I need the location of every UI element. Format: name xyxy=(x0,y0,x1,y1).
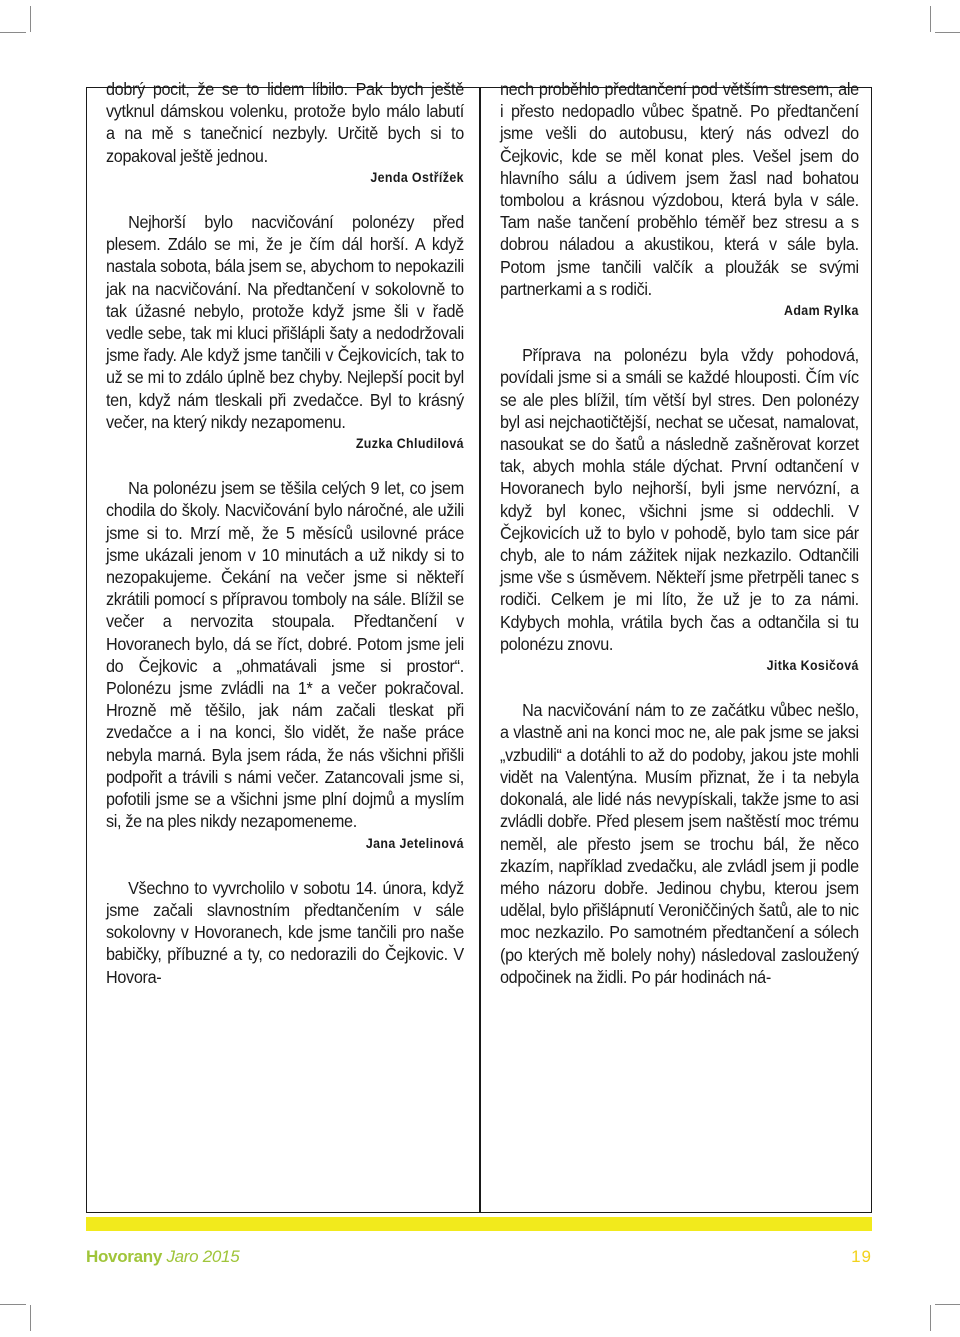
crop-mark xyxy=(930,6,931,32)
author-signature: Zuzka Chludilová xyxy=(355,436,464,452)
paragraph: Všechno to vyvrcholilo v sobotu 14. února, když jsme začali slavnostním předtančením v sále sokolovny v Hovoranech, kde jsme tančili pro naše babičky, příbuzné a ty, co nedorazili do Čejkovic. V Hovora- xyxy=(106,877,464,987)
footer-brand-name: Hovorany xyxy=(86,1247,163,1266)
footer-brand xyxy=(86,1247,239,1267)
paragraph: dobrý pocit, že se to lidem líbilo. Pak bych ještě vytknul dámskou volenku, protože bylo málo labutí a na mě s tanečnicí nezbyly. Určitě bych si to zopakoval ještě jednou. xyxy=(106,79,464,166)
crop-mark xyxy=(0,32,26,33)
footer-bar xyxy=(86,1217,872,1231)
right-column xyxy=(500,78,859,988)
author-signature: Jenda Ostřížek xyxy=(370,169,464,185)
crop-mark xyxy=(0,1304,26,1305)
author-signature: Adam Rylka xyxy=(784,303,859,319)
author-signature: Jana Jetelinová xyxy=(365,835,464,851)
column-divider xyxy=(479,87,481,1213)
paragraph: nech proběhlo předtančení pod větším stresem, ale i přesto nedopadlo vůbec špatně. Po předtančení jsme vešli do autobusu, který nás odvezl do Čejkovic, kde se měl konat ples. Vešel jsem do hlavního sálu a údivem jsem žasl nad bohatou tombolou a krásnou výzdobou, která byla v sále. Tam naše tančení proběhlo téměř bez stresu a s dobrou náladou a akustikou, která v sále byla. Potom jsme tančili valčík a ploužák se svými partnerkami a s rodiči. xyxy=(500,79,859,299)
crop-mark xyxy=(935,32,960,33)
crop-mark xyxy=(30,1305,31,1331)
author-signature: Jitka Kosičová xyxy=(766,658,859,674)
crop-mark xyxy=(30,6,31,32)
crop-mark xyxy=(930,1305,931,1331)
paragraph: Nejhorší bylo nacvičování polonézy před plesem. Zdálo se mi, že je čím dál horší. A když nastala sobota, bála jsem se, abychom to nepokazili jak na nacvičování. Na předtančení v sokolovně to tak úžasné nebylo, protože když jsme šli v řadě vedle sebe, tak mi kluci přišlápli šaty a nedodržovali jsme řady. Ale když jsme tančili v Čejkovicích, tak to už se mi to zdálo úplně bez chyby. Nejlepší pocit byl ten, když nám tleskali při zvedačce. Byl to krásný večer, na který nikdy nezapomenu. xyxy=(106,212,464,432)
crop-mark xyxy=(935,1304,960,1305)
footer-season: Jaro 2015 xyxy=(166,1247,240,1266)
left-column xyxy=(106,78,464,988)
paragraph: Na polonézu jsem se těšila celých 9 let, co jsem chodila do školy. Nacvičování bylo náročné, ale užili jsme si to. Mrzí mě, že 5 měsíců usilovné práce jsme ukázali jenom v 10 minutách a už nikdy si to nezopakujeme. Čekání na večer jsme si někteří zkrátili pomocí s přípravou tomboly na sále. Blížil se večer a nervozita stoupala. Předtančení v Hovoranech bylo, dá se říct, dobré. Potom jsme jeli do Čejkovic a „ohmatávali jsme si prostor“. Polonézu jsme zvládli na 1* a večer pokračoval. Hrozně mě těšilo, jak nám začali tleskat při zvedačce a i na konci, šlo vidět, že naše práce nebyla marná. Byla jsem ráda, že nás všichni přišli podpořit a trávili s námi večer. Zatancovali jsme si, pofotili jsme se a všichni jsme plní dojmů a myslím si, že na ples nikdy nezapomeneme. xyxy=(106,478,464,832)
paragraph: Příprava na polonézu byla vždy pohodová, povídali jsme si a smáli se každé hlouposti. Čím víc se ale ples blížil, tím větší byl stres. Den polonézy byl asi nejchaotičtější, nechat se učesat, namalovat, nasoukat se do šatů a následně zašněrovat korzet tak, abych mohla stále dýchat. První odtančení v Hovoranech bylo nejhorší, byli jsme nervózní, a když byl konec, všichni jsme si oddechli. V Čejkovicích už to bylo v pohodě, bylo tam sice pár chyb, ale to nám zážitek nijak nezkazilo. Odtančili jsme vše s úsměvem. Někteří jsme přetrpěli tanec s rodiči. Celkem je mi líto, že už je to za námi. Kdybych mohla, vrátila bych čas a odtančila si tu polonézu znovu. xyxy=(500,345,859,654)
page-number: 19 xyxy=(851,1247,872,1266)
paragraph: Na nacvičování nám to ze začátku vůbec nešlo, a vlastně ani na konci moc ne, ale pak jsme se jaksi „vzbudili“ a dotáhli to až do podoby, jakou jste mohli vidět na Valentýna. Musím přiznat, že i ta nebyla dokonalá, ale lidé nás nevypískali, takže jsme to asi zvládli dobře. Před plesem jsem naštěstí moc trému neměl, ale přesto jsem se trochu bál, že něco zkazím, například zvedačku, ale zvládl jsem ji podle mého názoru dobře. Jedinou chybu, kterou jsem udělal, bylo přišlápnutí Veroniččiných šatů, ale to nic moc nezkazilo. Po samotném předtančení a sólech (po kterých mě bolely nohy) následoval zasloužený odpočinek na židli. Po pár hodinách ná- xyxy=(500,700,859,987)
